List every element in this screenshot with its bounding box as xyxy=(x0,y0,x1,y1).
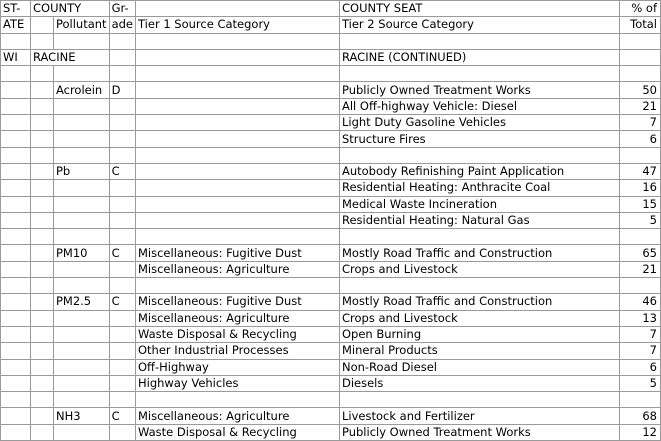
table-row xyxy=(1,408,661,424)
county-blank-cell xyxy=(30,212,53,228)
tier2-cell: Mineral Products xyxy=(339,343,619,359)
pollutant-blank-cell xyxy=(53,359,109,375)
header-county: COUNTY xyxy=(30,1,109,17)
tier2-cell: Publicly Owned Treatment Works xyxy=(339,424,619,440)
tier1-cell xyxy=(136,115,340,131)
tier1-cell xyxy=(136,131,340,147)
pollutant-blank-cell xyxy=(53,98,109,114)
percent-cell: 21 xyxy=(619,98,660,114)
state-blank-cell xyxy=(1,180,31,196)
state-blank-cell xyxy=(1,196,31,212)
state-blank-cell xyxy=(1,131,31,147)
header-state-top: ST- xyxy=(1,1,31,17)
grade-cell: C xyxy=(109,163,135,179)
spacer-row xyxy=(1,66,661,82)
state-blank-cell xyxy=(1,245,31,261)
grade-blank-cell xyxy=(109,131,135,147)
table-row xyxy=(1,375,661,391)
header-pct-top: % of xyxy=(619,1,660,17)
grade-blank-cell xyxy=(109,343,135,359)
pollutant-cell: Pb xyxy=(53,163,109,179)
state-blank-cell xyxy=(1,294,31,310)
tier2-cell: Open Burning xyxy=(339,326,619,342)
header-tier1-top xyxy=(136,1,340,17)
grade-blank-cell xyxy=(109,375,135,391)
header-state-bottom: ATE xyxy=(1,17,31,33)
pollutant-cell: PM2.5 xyxy=(53,294,109,310)
county-blank-cell xyxy=(30,180,53,196)
county-blank-cell xyxy=(30,196,53,212)
table-body xyxy=(1,1,661,441)
table-row xyxy=(1,180,661,196)
grade-blank-cell xyxy=(109,115,135,131)
percent-cell: 7 xyxy=(619,115,660,131)
county-blank-cell xyxy=(30,424,53,440)
state-blank-cell xyxy=(1,115,31,131)
table-row xyxy=(1,131,661,147)
county-blank-cell xyxy=(30,343,53,359)
table-row xyxy=(1,212,661,228)
grade-blank-cell xyxy=(109,326,135,342)
spacer-row xyxy=(1,229,661,245)
grade-blank-cell xyxy=(109,212,135,228)
tier2-cell: Livestock and Fertilizer xyxy=(339,408,619,424)
tier2-cell: Structure Fires xyxy=(339,131,619,147)
tier1-cell xyxy=(136,98,340,114)
grade-blank-cell xyxy=(109,196,135,212)
tier1-cell xyxy=(136,196,340,212)
county-blank-cell xyxy=(30,359,53,375)
table-row xyxy=(1,424,661,440)
tier1-cell xyxy=(136,82,340,98)
table-row xyxy=(1,196,661,212)
county-blank-cell xyxy=(30,82,53,98)
header-row-1 xyxy=(1,1,661,17)
table-row xyxy=(1,294,661,310)
tier1-cell xyxy=(136,212,340,228)
county-blank-cell xyxy=(30,310,53,326)
grade-blank-cell xyxy=(109,310,135,326)
percent-cell: 6 xyxy=(619,359,660,375)
tier1-cell: Miscellaneous: Fugitive Dust xyxy=(136,245,340,261)
state-blank-cell xyxy=(1,261,31,277)
tier1-cell: Miscellaneous: Agriculture xyxy=(136,310,340,326)
grade-blank-cell xyxy=(109,359,135,375)
header-county-bottom xyxy=(30,17,53,33)
county-cell: RACINE xyxy=(30,49,109,65)
county-blank-cell xyxy=(30,261,53,277)
county-blank-cell xyxy=(30,408,53,424)
pollutant-blank-cell xyxy=(53,180,109,196)
county-seat-cell: RACINE (CONTINUED) xyxy=(339,49,619,65)
header-pct-bottom: Total xyxy=(619,17,660,33)
pollutant-cell: Acrolein xyxy=(53,82,109,98)
table-row xyxy=(1,163,661,179)
tier2-cell: Medical Waste Incineration xyxy=(339,196,619,212)
percent-cell: 7 xyxy=(619,326,660,342)
tier1-cell: Miscellaneous: Agriculture xyxy=(136,261,340,277)
state-blank-cell xyxy=(1,359,31,375)
state-cell: WI xyxy=(1,49,31,65)
county-blank-cell xyxy=(30,163,53,179)
tier2-cell: Light Duty Gasoline Vehicles xyxy=(339,115,619,131)
state-blank-cell xyxy=(1,82,31,98)
tier2-cell: Non-Road Diesel xyxy=(339,359,619,375)
pollutant-blank-cell xyxy=(53,424,109,440)
header-row-2 xyxy=(1,17,661,33)
county-blank-cell xyxy=(30,245,53,261)
state-blank-cell xyxy=(1,375,31,391)
state-blank-cell xyxy=(1,310,31,326)
percent-cell: 5 xyxy=(619,375,660,391)
table-row xyxy=(1,261,661,277)
tier1-cell xyxy=(136,163,340,179)
table-row xyxy=(1,310,661,326)
tier1-cell: Other Industrial Processes xyxy=(136,343,340,359)
table-row xyxy=(1,98,661,114)
percent-cell: 46 xyxy=(619,294,660,310)
state-blank-cell xyxy=(1,212,31,228)
table-row xyxy=(1,343,661,359)
percent-cell: 5 xyxy=(619,212,660,228)
county-row xyxy=(1,49,661,65)
tier2-cell: Diesels xyxy=(339,375,619,391)
header-county-seat: COUNTY SEAT xyxy=(339,1,619,17)
county-blank-cell xyxy=(30,98,53,114)
tier1-cell: Miscellaneous: Agriculture xyxy=(136,408,340,424)
header-grade-top: Gr- xyxy=(109,1,135,17)
percent-cell: 12 xyxy=(619,424,660,440)
state-blank-cell xyxy=(1,343,31,359)
pollutant-cell: PM10 xyxy=(53,245,109,261)
grade-blank-cell xyxy=(109,98,135,114)
grade-blank-cell xyxy=(109,424,135,440)
tier2-cell: Residential Heating: Natural Gas xyxy=(339,212,619,228)
grade-blank-cell xyxy=(109,261,135,277)
spacer-row xyxy=(1,147,661,163)
state-blank-cell xyxy=(1,424,31,440)
percent-cell: 7 xyxy=(619,343,660,359)
pollutant-cell: NH3 xyxy=(53,408,109,424)
table-row xyxy=(1,115,661,131)
state-blank-cell xyxy=(1,163,31,179)
grade-blank-cell xyxy=(109,180,135,196)
pollutant-blank-cell xyxy=(53,196,109,212)
header-tier1: Tier 1 Source Category xyxy=(136,17,340,33)
tier1-cell: Miscellaneous: Fugitive Dust xyxy=(136,294,340,310)
spacer-row xyxy=(1,33,661,49)
tier2-cell: Crops and Livestock xyxy=(339,310,619,326)
county-blank-cell xyxy=(30,294,53,310)
percent-cell: 16 xyxy=(619,180,660,196)
percent-cell: 47 xyxy=(619,163,660,179)
header-tier2: Tier 2 Source Category xyxy=(339,17,619,33)
tier2-cell: Publicly Owned Treatment Works xyxy=(339,82,619,98)
pollutant-blank-cell xyxy=(53,212,109,228)
county-blank-cell xyxy=(30,115,53,131)
state-blank-cell xyxy=(1,98,31,114)
grade-cell: C xyxy=(109,245,135,261)
table-row xyxy=(1,359,661,375)
tier2-cell: Residential Heating: Anthracite Coal xyxy=(339,180,619,196)
tier2-cell: Mostly Road Traffic and Construction xyxy=(339,245,619,261)
grade-cell: D xyxy=(109,82,135,98)
county-blank-cell xyxy=(30,326,53,342)
state-blank-cell xyxy=(1,326,31,342)
pollutant-blank-cell xyxy=(53,115,109,131)
spacer-row xyxy=(1,278,661,294)
county-blank-cell xyxy=(30,375,53,391)
percent-cell: 15 xyxy=(619,196,660,212)
table-row xyxy=(1,326,661,342)
percent-cell: 50 xyxy=(619,82,660,98)
header-grade-bottom: ade xyxy=(109,17,135,33)
tier2-cell: Autobody Refinishing Paint Application xyxy=(339,163,619,179)
spacer-row xyxy=(1,392,661,408)
pollutant-blank-cell xyxy=(53,131,109,147)
grade-cell: C xyxy=(109,294,135,310)
state-blank-cell xyxy=(1,408,31,424)
percent-cell: 68 xyxy=(619,408,660,424)
percent-cell: 6 xyxy=(619,131,660,147)
percent-cell: 21 xyxy=(619,261,660,277)
percent-cell: 65 xyxy=(619,245,660,261)
grade-cell: C xyxy=(109,408,135,424)
tier1-cell: Waste Disposal & Recycling xyxy=(136,326,340,342)
tier2-cell: All Off-highway Vehicle: Diesel xyxy=(339,98,619,114)
county-blank-cell xyxy=(30,131,53,147)
table-row xyxy=(1,245,661,261)
tier1-cell: Off-Highway xyxy=(136,359,340,375)
pollutant-blank-cell xyxy=(53,375,109,391)
tier1-cell: Waste Disposal & Recycling xyxy=(136,424,340,440)
table-row xyxy=(1,82,661,98)
pollutant-blank-cell xyxy=(53,310,109,326)
tier1-cell: Highway Vehicles xyxy=(136,375,340,391)
pollutant-blank-cell xyxy=(53,343,109,359)
tier2-cell: Mostly Road Traffic and Construction xyxy=(339,294,619,310)
header-pollutant: Pollutant xyxy=(53,17,109,33)
pollutant-blank-cell xyxy=(53,261,109,277)
percent-cell: 13 xyxy=(619,310,660,326)
tier2-cell: Crops and Livestock xyxy=(339,261,619,277)
pollutant-blank-cell xyxy=(53,326,109,342)
tier1-cell xyxy=(136,180,340,196)
